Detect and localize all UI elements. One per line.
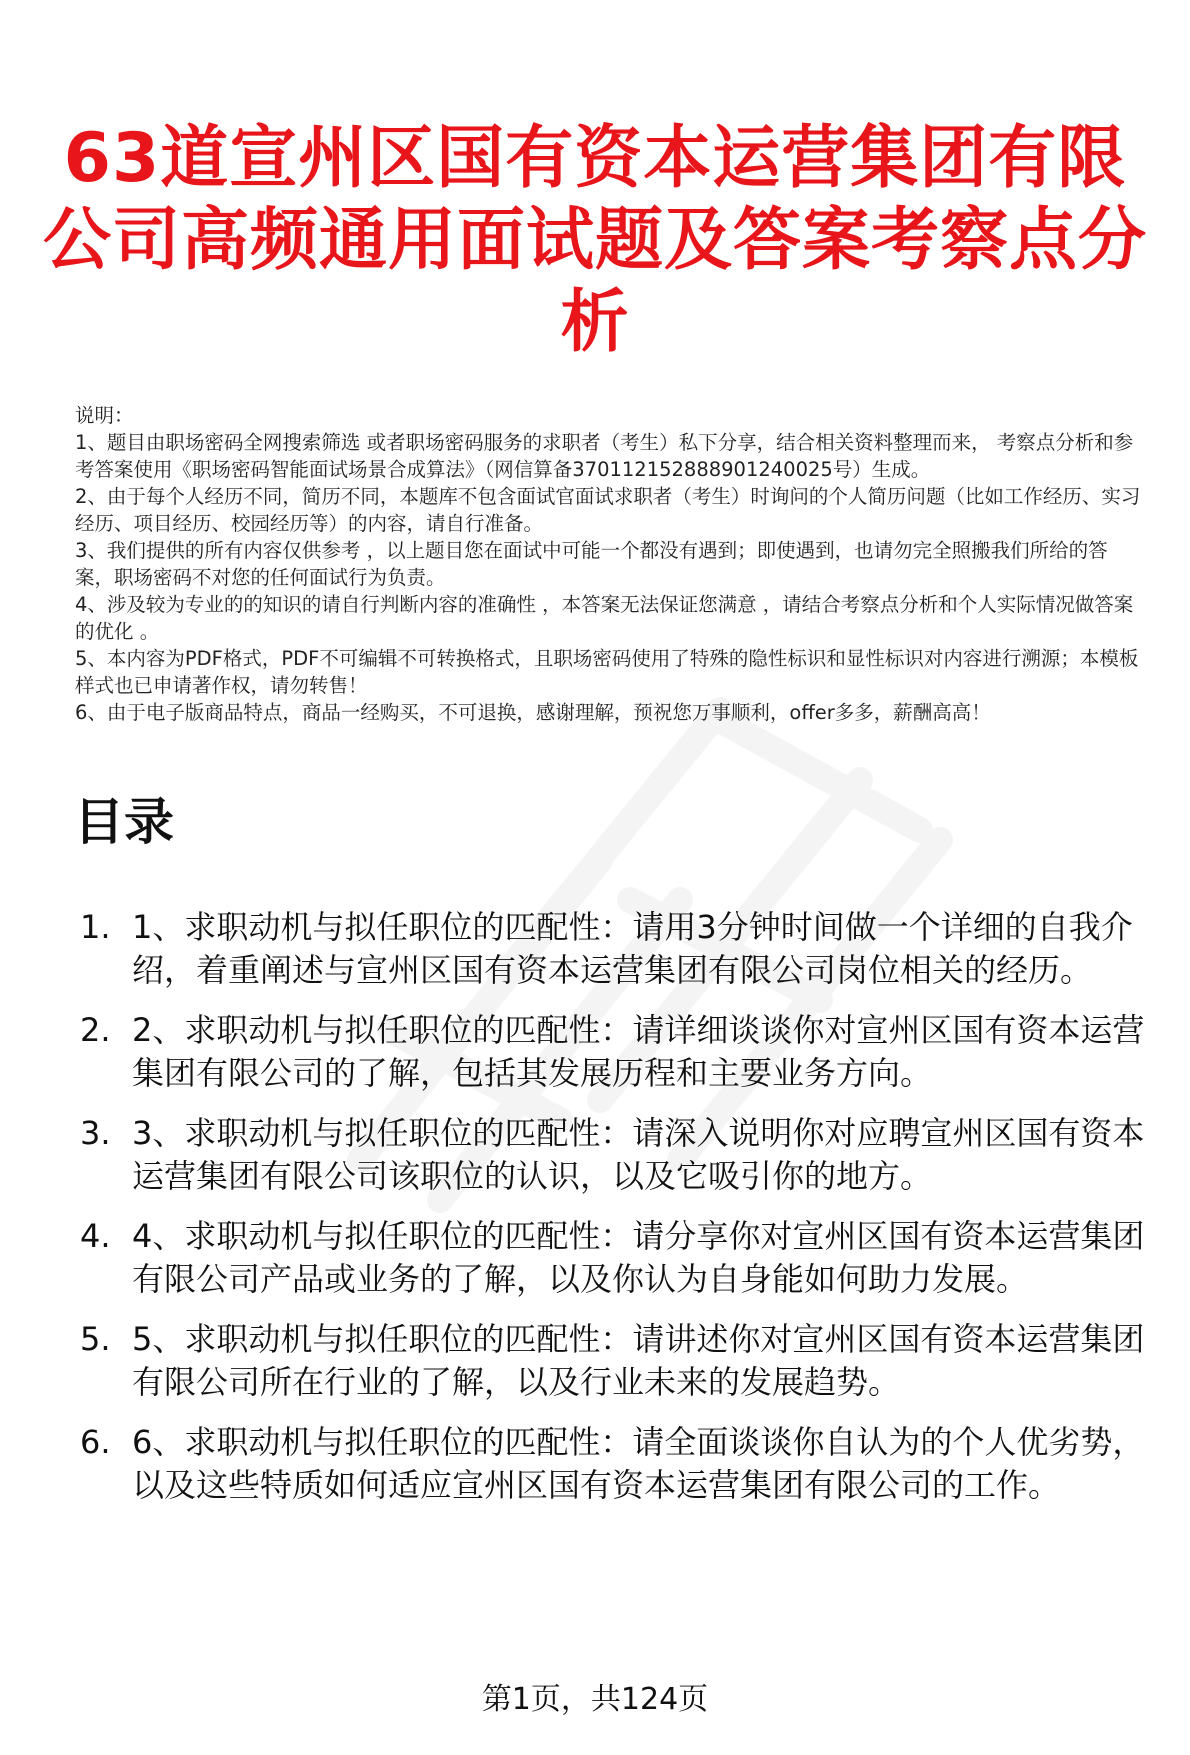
toc-item-text[interactable]: 3、求职动机与拟任职位的匹配性：请深入说明你对应聘宣州区国有资本运营集团有限公司该职位的认识，以及它吸引你的地方。 [132, 1114, 1145, 1195]
toc-item[interactable] [80, 1112, 1170, 1198]
page-number-footer: 第1页，共124页 [481, 1682, 709, 1717]
disclaimer-notes [75, 402, 1145, 726]
table-of-contents [80, 906, 1170, 1507]
toc-item-number: 3. [80, 1114, 111, 1152]
toc-item-text[interactable]: 4、求职动机与拟任职位的匹配性：请分享你对宣州区国有资本运营集团有限公司产品或业务的了解，以及你认为自身能如何助力发展。 [132, 1217, 1145, 1298]
toc-item-number: 5. [80, 1320, 111, 1358]
toc-item[interactable] [80, 1421, 1170, 1507]
toc-item-number: 2. [80, 1011, 111, 1049]
toc-heading: 目录 [74, 793, 174, 851]
note-item: 4、涉及较为专业的的知识的请自行判断内容的准确性 ，本答案无法保证您满意 ，请结合考察点分析和个人实际情况做答案的优化 。 [75, 593, 1134, 643]
note-item: 5、本内容为PDF格式，PDF不可编辑不可转换格式，且职场密码使用了特殊的隐性标识和显性标识对内容进行溯源；本模板样式也已申请著作权，请勿转售！ [75, 647, 1139, 697]
notes-heading: 说明： [75, 404, 134, 427]
toc-item[interactable] [80, 1318, 1170, 1404]
note-item: 6、由于电子版商品特点，商品一经购买，不可退换，感谢理解，预祝您万事顺利，offer多多，薪酬高高！ [75, 701, 991, 724]
toc-item[interactable] [80, 1009, 1170, 1095]
toc-item[interactable] [80, 906, 1170, 992]
toc-item[interactable] [80, 1215, 1170, 1301]
toc-item-text[interactable]: 6、求职动机与拟任职位的匹配性：请全面谈谈你自认为的个人优劣势，以及这些特质如何适应宣州区国有资本运营集团有限公司的工作。 [132, 1423, 1145, 1504]
note-item: 2、由于每个人经历不同，简历不同，本题库不包含面试官面试求职者（考生）时询问的个人简历问题（比如工作经历、实习经历、项目经历、校园经历等）的内容，请自行准备。 [75, 485, 1141, 535]
note-item: 3、我们提供的所有内容仅供参考 ，以上题目您在面试中可能一个都没有遇到；即使遇到，也请勿完全照搬我们所给的答案，职场密码不对您的任何面试行为负责。 [75, 539, 1108, 589]
toc-item-number: 6. [80, 1423, 111, 1461]
toc-item-number: 4. [80, 1217, 111, 1255]
toc-item-text[interactable]: 1、求职动机与拟任职位的匹配性：请用3分钟时间做一个详细的自我介绍，着重阐述与宣州区国有资本运营集团有限公司岗位相关的经历。 [132, 908, 1133, 989]
toc-item-text[interactable]: 5、求职动机与拟任职位的匹配性：请讲述你对宣州区国有资本运营集团有限公司所在行业的了解，以及行业未来的发展趋势。 [132, 1320, 1145, 1401]
document-title: 63道宣州区国有资本运营集团有限公司高频通用面试题及答案考察点分析 [42, 119, 1147, 362]
toc-item-number: 1. [80, 908, 111, 946]
note-item: 1、题目由职场密码全网搜索筛选 或者职场密码服务的求职者（考生）私下分享，结合相关资料整理而来， 考察点分析和参考答案使用《职场密码智能面试场景合成算法》（网信算备370112152888901240025号）生成。 [75, 431, 1134, 481]
toc-item-text[interactable]: 2、求职动机与拟任职位的匹配性：请详细谈谈你对宣州区国有资本运营集团有限公司的了解，包括其发展历程和主要业务方向。 [132, 1011, 1145, 1092]
